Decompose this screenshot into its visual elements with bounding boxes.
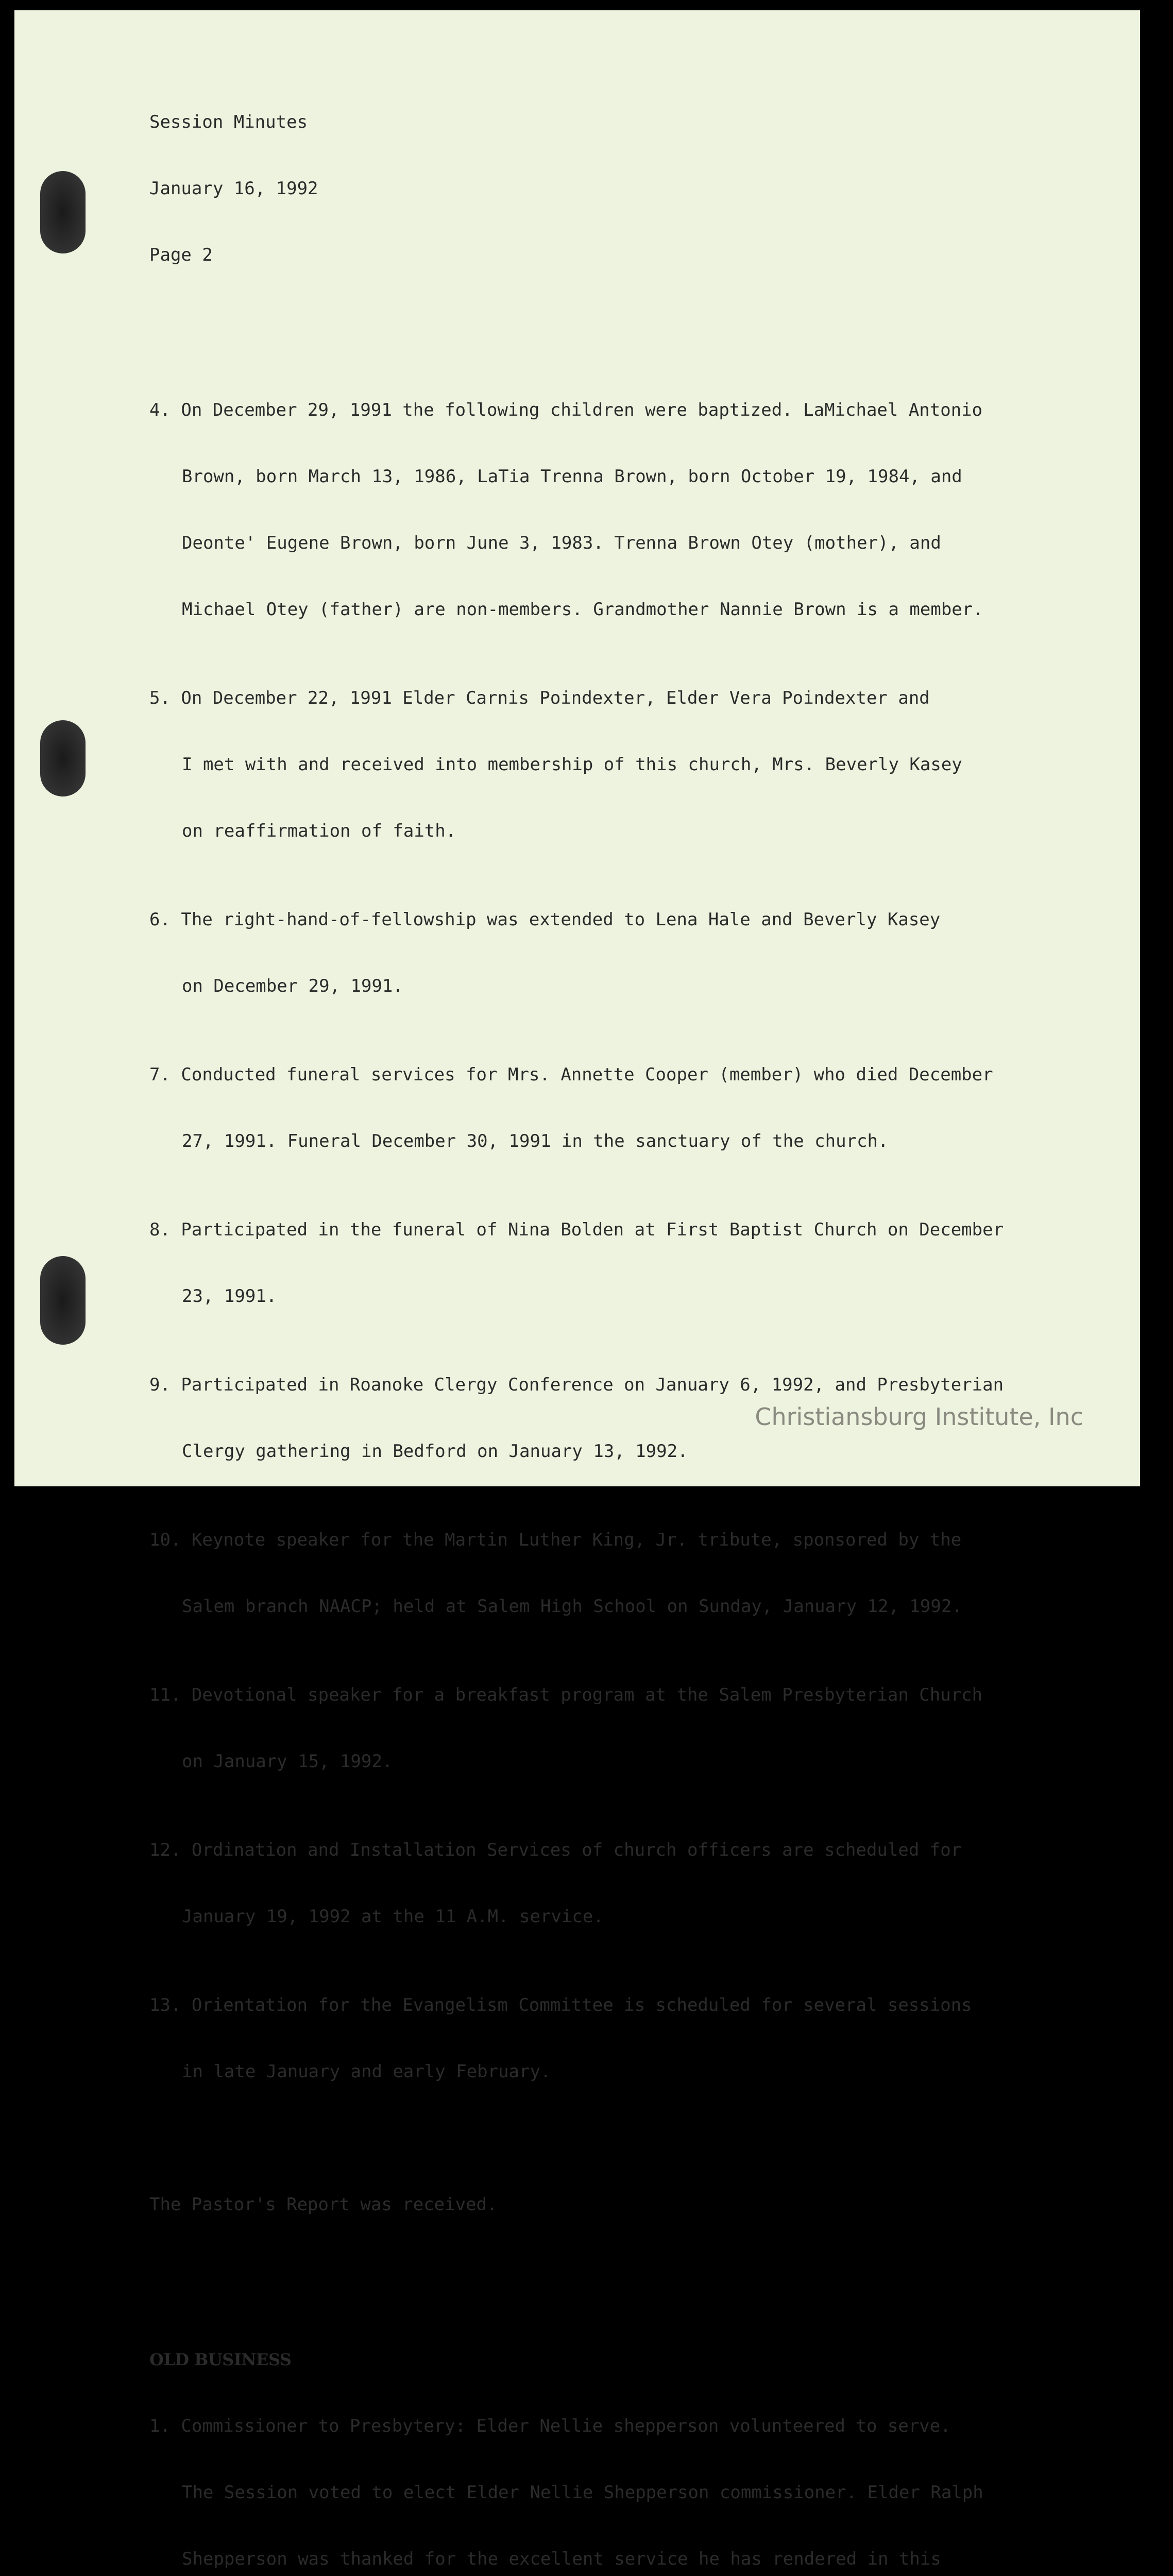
doc-title: Session Minutes	[149, 112, 308, 132]
report-item-line: 4. On December 29, 1991 the following children were baptized. LaMichael Antonio	[149, 400, 983, 420]
report-item-line: 8. Participated in the funeral of Nina Bolden at First Baptist Church on December	[149, 1219, 1004, 1240]
report-item-line: 12. Ordination and Installation Services of church officers are scheduled for	[149, 1840, 962, 1860]
report-item-line: 11. Devotional speaker for a breakfast program at the Salem Presbyterian Church	[149, 1685, 983, 1705]
document-text	[149, 67, 1128, 2576]
pastor-report-received: The Pastor's Report was received.	[149, 2194, 498, 2215]
report-item-line: 7. Conducted funeral services for Mrs. Annette Cooper (member) who died December	[149, 1064, 993, 1085]
report-item-line: January 19, 1992 at the 11 A.M. service.	[182, 1906, 604, 1927]
pastor-report-list	[149, 333, 1128, 2127]
binder-hole-bottom	[40, 1256, 86, 1345]
report-item-line: 6. The right-hand-of-fellowship was extended to Lena Hale and Beverly Kasey	[149, 909, 941, 930]
old-business-item-line: The Session voted to elect Elder Nellie Shepperson commissioner. Elder Ralph	[182, 2482, 983, 2503]
report-item-line: Brown, born March 13, 1986, LaTia Trenna Brown, born October 19, 1984, and	[182, 466, 962, 487]
report-item-line: on December 29, 1991.	[182, 976, 403, 996]
doc-page-number: Page 2	[149, 245, 213, 265]
old-business-heading: OLD BUSINESS	[149, 2350, 292, 2369]
old-business-item-line: 1. Commissioner to Presbytery: Elder Nellie shepperson volunteered to serve.	[149, 2416, 951, 2436]
report-item-line: Deonte' Eugene Brown, born June 3, 1983. Trenna Brown Otey (mother), and	[182, 533, 941, 553]
binder-hole-top	[40, 171, 86, 253]
report-item-line: 13. Orientation for the Evangelism Committee is scheduled for several sessions	[149, 1995, 972, 2015]
watermark: Christiansburg Institute, Inc	[755, 1403, 1083, 1431]
binder-hole-middle	[40, 720, 86, 796]
report-item-line: Michael Otey (father) are non-members. Grandmother Nannie Brown is a member.	[182, 599, 983, 620]
report-item-line: Clergy gathering in Bedford on January 13, 1992.	[182, 1441, 688, 1462]
paper-page	[14, 10, 1140, 2569]
report-item-line: on reaffirmation of faith.	[182, 821, 456, 841]
report-item-line: on January 15, 1992.	[182, 1751, 393, 1772]
report-item-line: 23, 1991.	[182, 1286, 277, 1307]
old-business-item-line: Shepperson was thanked for the excellent service he has rendered in this	[182, 2549, 941, 2569]
report-item-line: 10. Keynote speaker for the Martin Luther King, Jr. tribute, sponsored by the	[149, 1530, 962, 1550]
report-item-line: 27, 1991. Funeral December 30, 1991 in the sanctuary of the church.	[182, 1131, 889, 1151]
report-item-line: 9. Participated in Roanoke Clergy Conference on January 6, 1992, and Presbyterian	[149, 1375, 1004, 1395]
report-item-line: Salem branch NAACP; held at Salem High School on Sunday, January 12, 1992.	[182, 1596, 962, 1617]
doc-date: January 16, 1992	[149, 178, 318, 199]
report-item-line: 5. On December 22, 1991 Elder Carnis Poindexter, Elder Vera Poindexter and	[149, 688, 930, 708]
report-item-line: I met with and received into membership of this church, Mrs. Beverly Kasey	[182, 754, 962, 775]
report-item-line: in late January and early February.	[182, 2061, 551, 2082]
